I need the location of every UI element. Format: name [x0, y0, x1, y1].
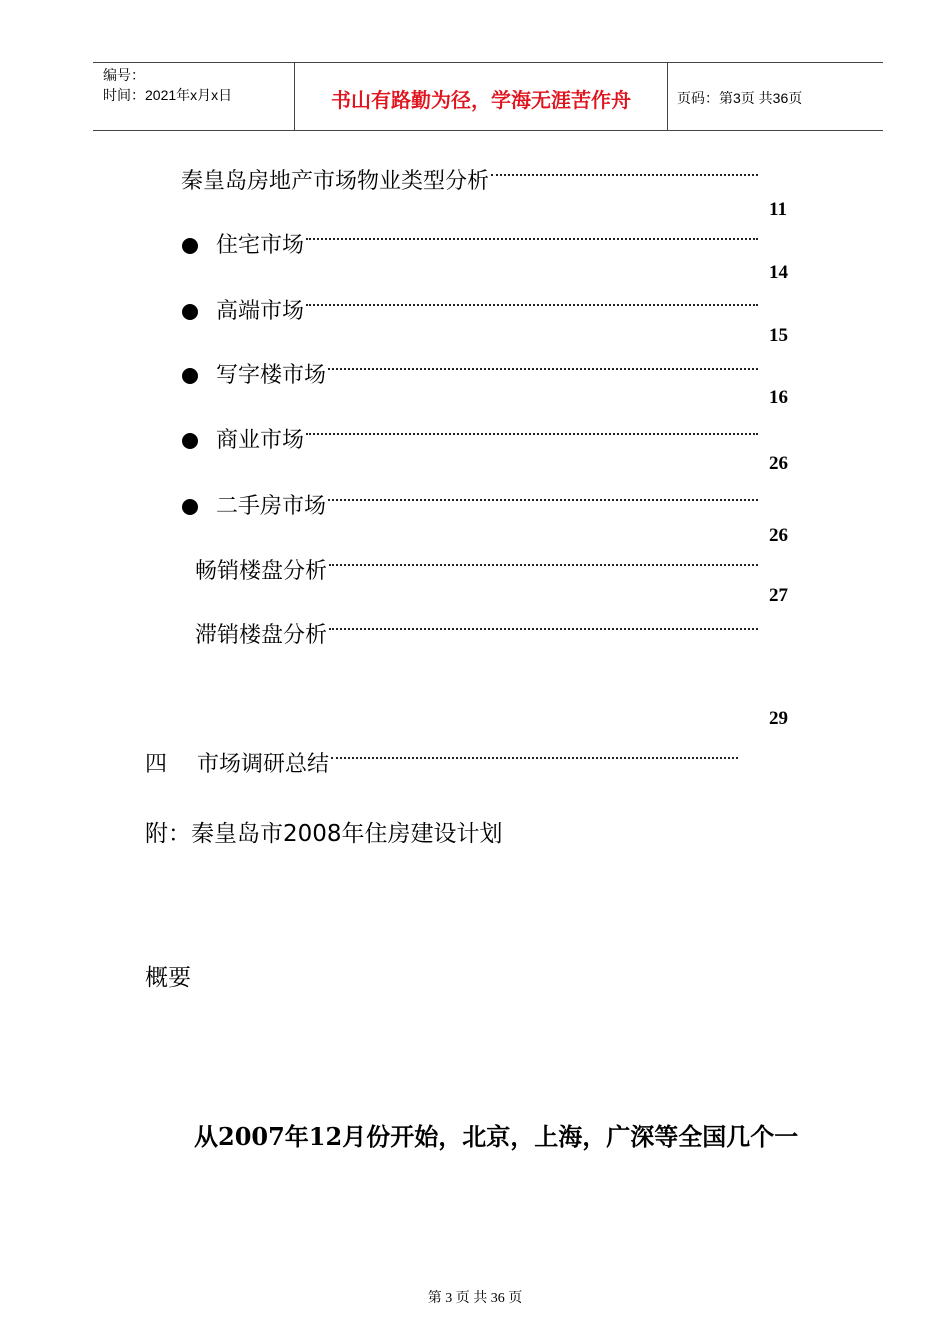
- header-time-label: 时间：2021年x月x日: [103, 87, 233, 103]
- toc-entry-text: 二手房市场: [216, 494, 327, 519]
- header-divider-right: [667, 62, 668, 130]
- bullet-icon: [182, 433, 198, 449]
- toc-page-number: 11: [769, 199, 787, 220]
- toc-entry[interactable]: [182, 232, 758, 260]
- toc-entry-text: 高端市场: [216, 299, 305, 324]
- toc-leader: [306, 238, 758, 240]
- section-title: 市场调研总结: [197, 752, 330, 777]
- toc-entry[interactable]: [181, 168, 758, 196]
- bullet-icon: [182, 368, 198, 384]
- toc-page-number: 15: [769, 325, 788, 346]
- toc-leader: [328, 499, 758, 501]
- header-divider-left: [294, 62, 295, 130]
- body-paragraph: 从2007年12月份开始，北京，上海，广深等全国几个一: [194, 1122, 799, 1151]
- header-top-rule: [93, 62, 883, 63]
- toc-leader: [328, 368, 758, 370]
- toc-entry-text: 秦皇岛房地产市场物业类型分析: [181, 169, 490, 194]
- section-number: 四: [145, 752, 168, 777]
- toc-entry[interactable]: [182, 493, 758, 521]
- toc-entry[interactable]: [182, 362, 758, 390]
- toc-page-number: 29: [769, 708, 788, 729]
- toc-entry[interactable]: [182, 427, 758, 455]
- bullet-icon: [182, 499, 198, 515]
- toc-entry-text: 畅销楼盘分析: [195, 559, 328, 584]
- toc-page-number: 26: [769, 525, 788, 546]
- appendix-line: 附：秦皇岛市2008年住房建设计划: [145, 821, 503, 847]
- summary-heading: 概要: [145, 965, 191, 991]
- toc-page-number: 26: [769, 453, 788, 474]
- toc-entry-text: 写字楼市场: [216, 363, 327, 388]
- toc-page-number: 27: [769, 585, 788, 606]
- header-page-label: 页码：第3页 共36页: [677, 90, 803, 106]
- header-motto: 书山有路勤为径，学海无涯苦作舟: [331, 88, 631, 112]
- toc-leader: [329, 628, 758, 630]
- toc-leader: [306, 433, 758, 435]
- toc-section-four[interactable]: [145, 751, 738, 779]
- bullet-icon: [182, 238, 198, 254]
- toc-leader: [329, 564, 758, 566]
- toc-entry[interactable]: [195, 622, 758, 650]
- toc-page-number: 16: [769, 387, 788, 408]
- header-bottom-rule: [93, 130, 883, 131]
- toc-page-number: 14: [769, 262, 788, 283]
- page-footer: 第 3 页 共 36 页: [427, 1291, 523, 1306]
- toc-entry[interactable]: [182, 298, 758, 326]
- header-number-label: 编号：: [103, 67, 145, 83]
- toc-leader: [306, 304, 758, 306]
- toc-entry-text: 滞销楼盘分析: [195, 623, 328, 648]
- toc-entry[interactable]: [195, 558, 758, 586]
- toc-entry-text: 商业市场: [216, 428, 305, 453]
- bullet-icon: [182, 304, 198, 320]
- toc-leader: [331, 757, 738, 759]
- toc-leader: [491, 174, 758, 176]
- toc-entry-text: 住宅市场: [216, 233, 305, 258]
